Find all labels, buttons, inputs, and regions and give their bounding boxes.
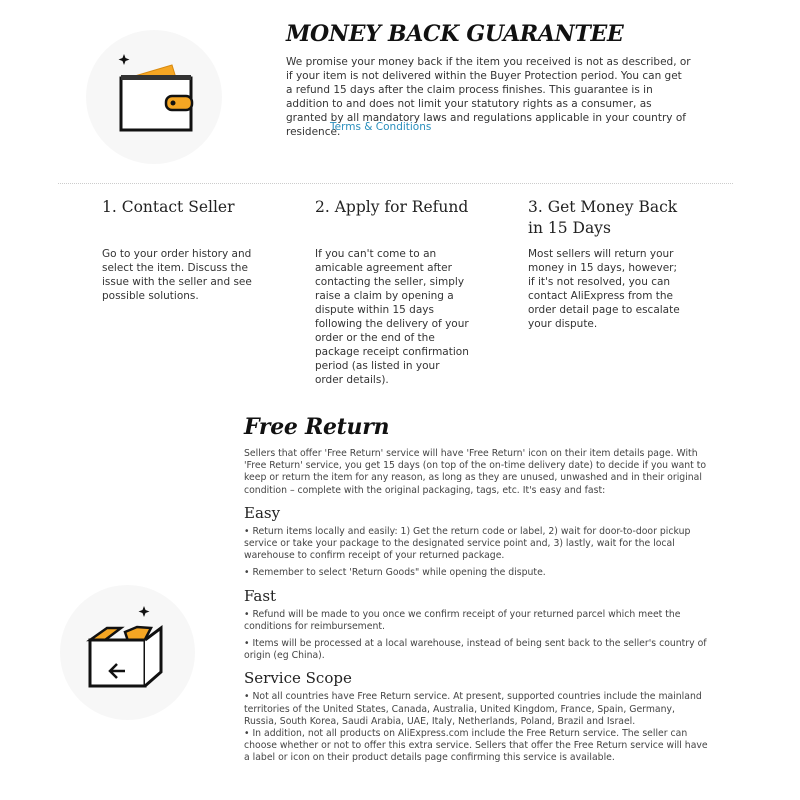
easy-item: • Remember to select 'Return Goods" while opening the dispute. [244,567,546,579]
easy-item: • Return items locally and easily: 1) Get the return code or label, 2) wait for door-to-door pickup service or take your package to the designated service point and, 3) lastly, wait for the local warehouse to confirm receipt of your returned package. [244,525,691,562]
free-return-intro: Sellers that offer 'Free Return' service will have 'Free Return' icon on their item details page. With 'Free Return' service, you get 15 days (on top of the on-time delivery date) to decide if you want to keep or return the item for any reason, as long as they are unused, unwashed and in their original condition – complete with the original packaging, tags, etc. It's easy and fast: [244,448,707,496]
fast-item: • Refund will be made to you once we confirm receipt of your returned parcel which meet the conditions for reimbursement. [244,608,681,632]
free-return-content [244,448,709,770]
step-text: Go to your order history and select the item. Discuss the issue with the seller and see possible solutions. [102,248,252,302]
step-title: 2. Apply for Refund [315,198,469,216]
step-title: 3. Get Money Back in 15 Days [528,198,678,237]
section-heading-fast: Fast [244,586,277,605]
scope-item: • Not all countries have Free Return service. At present, supported countries include the mainland territories of the United States, Canada, Australia, United Kingdom, France, Spain, Germany, Russia, South Korea, Saudi Arabia, UAE, Italy, Netherlands, Poland, Brazil and Israel. [244,691,702,727]
fast-item: • Items will be processed at a local warehouse, instead of being sent back to the seller's country of origin (eg China). [244,638,707,662]
money-back-description: We promise your money back if the item you received is not as described, or if your item is not delivered within the Buyer Protection period. You can get a refund 15 days after the claim process finishes. This guarantee is in addition to and does not limit your statutory rights as a consumer, as granted by all mandatory laws and regulations applicable in your country of residence. [286,56,691,138]
step-text: Most sellers will return your money in 15 days, however; if it's not resolved, you can contact AliExpress from the order detail page to escalate your dispute. [528,248,680,330]
step-text: If you can't come to an amicable agreement after contacting the seller, simply raise a claim by opening a dispute within 15 days following the delivery of your order or the end of the package receipt confirmation period (as listed in your order details). [315,248,469,386]
section-heading-easy: Easy [244,503,281,522]
scope-item: • In addition, not all products on AliExpress.com include the Free Return service. The seller can choose whether or not to offer this extra service. Sellers that offer the Free Return service will have a label or icon on their product details page confirming this service is available. [244,728,708,764]
money-back-title: MONEY BACK GUARANTEE [286,21,624,47]
step-title: 1. Contact Seller [102,198,235,216]
free-return-title: Free Return [244,414,390,440]
step-contact-seller [102,197,272,397]
wallet-icon [112,48,202,138]
step-get-money-back [528,197,698,397]
section-heading-service-scope: Service Scope [244,669,352,688]
step-apply-refund [315,197,485,397]
terms-conditions-link[interactable]: Terms & Conditions [330,121,432,133]
section-divider [58,183,733,184]
return-box-icon [85,600,175,695]
